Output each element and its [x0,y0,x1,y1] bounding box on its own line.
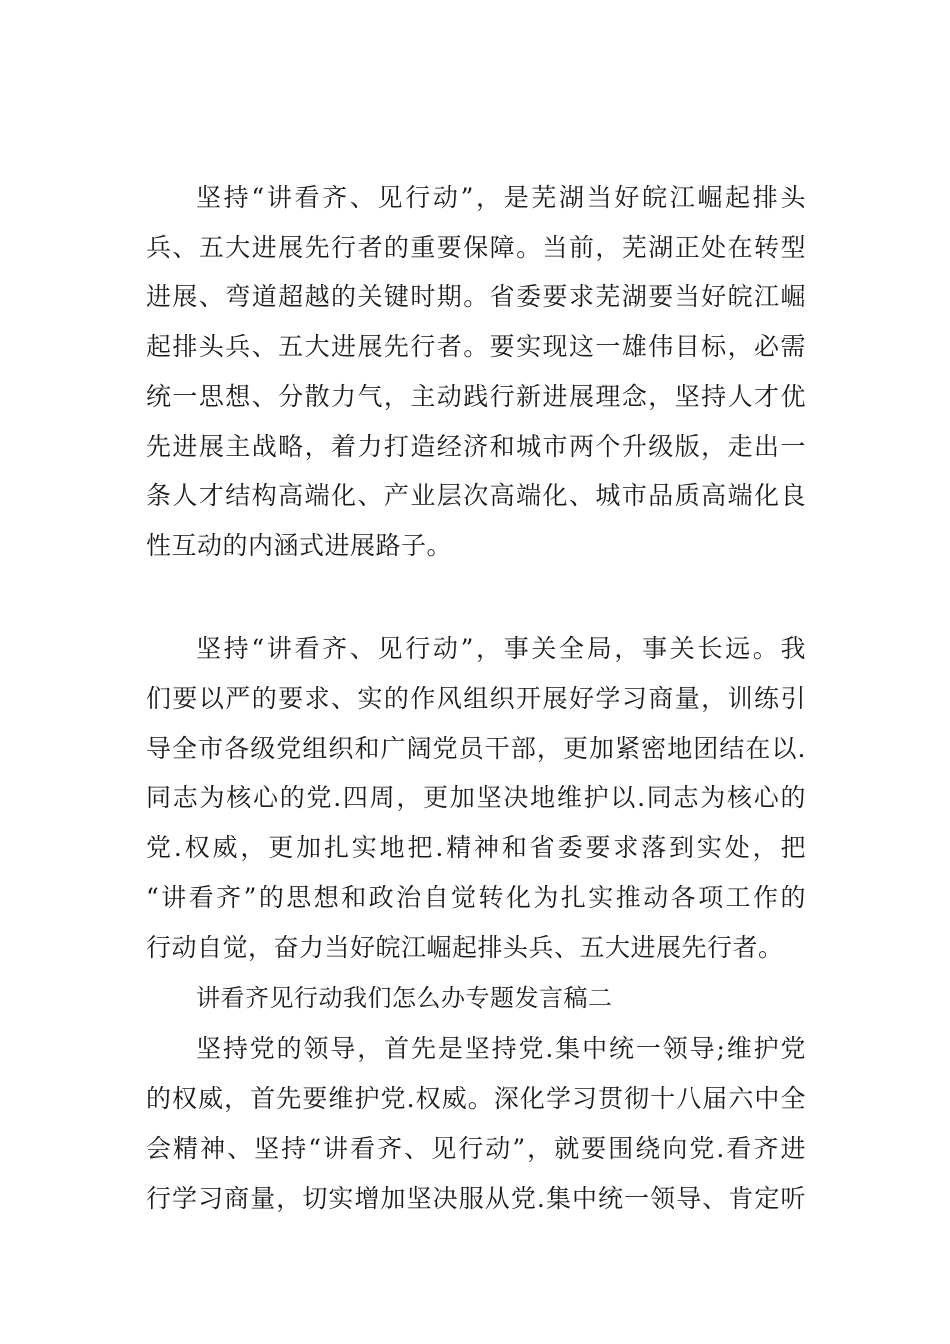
paragraph-line: 会精神、坚持“讲看齐、见行动”，就要围绕向党.看齐进 [146,1134,806,1163]
paragraph-line: 行动自觉，奋力当好皖江崛起排头兵、五大进展先行者。 [146,933,784,962]
paragraph-line: 先进展主战略，着力打造经济和城市两个升级版，走出一 [146,432,806,461]
paragraph-line: 进展、弯道超越的关键时期。省委要求芜湖要当好皖江崛 [146,282,806,311]
paragraph-line: 起排头兵、五大进展先行者。要实现这一雄伟目标，必需 [146,332,806,361]
paragraph-line: 兵、五大进展先行者的重要保障。当前，芜湖正处在转型 [146,233,806,262]
paragraph-line: 同志为核心的党.四周，更加坚决地维护以.同志为核心的 [146,783,806,812]
paragraph-line: 们要以严的要求、实的作风组织开展好学习商量，训练引 [146,684,806,713]
paragraph-line: 条人才结构高端化、产业层次高端化、城市品质高端化良 [146,481,806,510]
paragraph-line: 统一思想、分散力气，主动践行新进展理念，坚持人才优 [146,382,806,411]
paragraph-line: 性互动的内涵式进展路子。 [146,531,453,560]
paragraph-line: 党.权威，更加扎实地把.精神和省委要求落到实处，把 [146,833,806,862]
paragraph-line: “讲看齐”的思想和政治自觉转化为扎实推动各项工作的 [146,883,806,912]
paragraph-line: 的权威，首先要维护党.权威。深化学习贯彻十八届六中全 [146,1084,806,1113]
paragraph-line: 导全市各级党组织和广阔党员干部，更加紧密地团结在以. [146,734,806,763]
section-heading: 讲看齐见行动我们怎么办专题发言稿二 [196,984,613,1012]
paragraph-line: 坚持党的领导，首先是坚持党.集中统一领导;维护党 [196,1034,806,1063]
paragraph-line: 坚持“讲看齐、见行动”，事关全局，事关长远。我 [196,634,806,663]
paragraph-line: 行学习商量，切实增加坚决服从党.集中统一领导、肯定听 [146,1184,806,1213]
paragraph-line: 坚持“讲看齐、见行动”，是芜湖当好皖江崛起排头 [196,183,806,212]
